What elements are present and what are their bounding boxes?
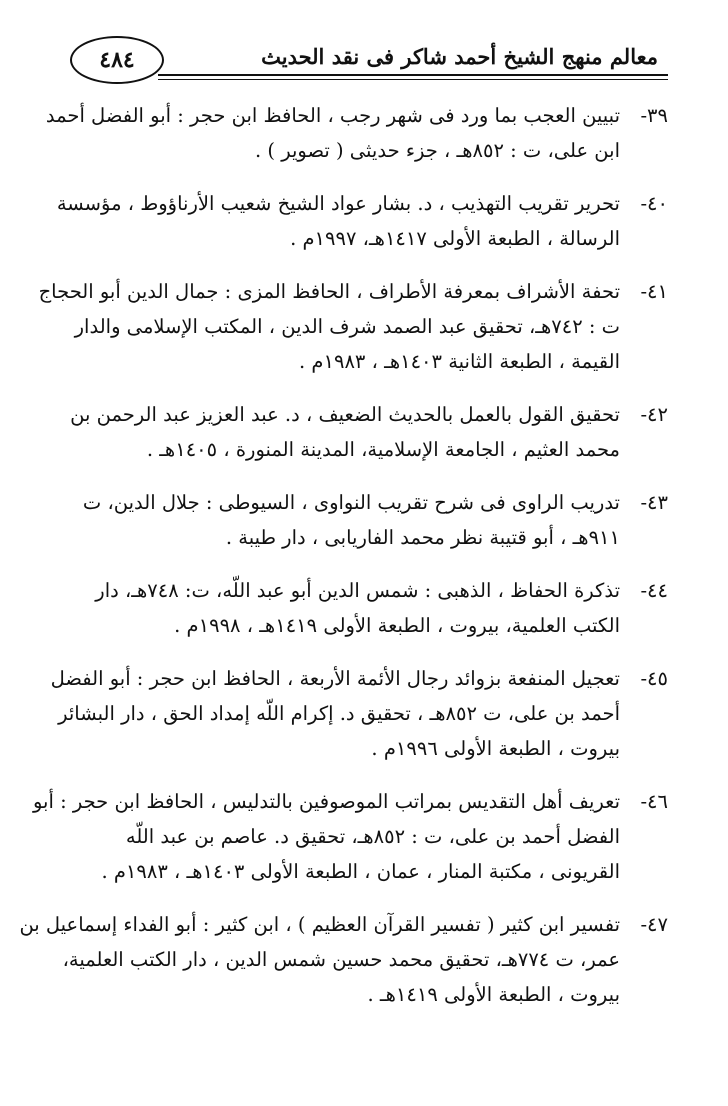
bibliography-entry xyxy=(62,573,668,643)
entry-line: تبيين العجب بما ورد فى شهر رجب ، الحافظ ابن حجر : أبو الفضل أحمد xyxy=(45,104,620,127)
entry-number: ٤١- xyxy=(640,280,668,303)
bibliography-entry xyxy=(19,907,668,1012)
entry-number: ٤٥- xyxy=(640,667,668,690)
header-rule xyxy=(158,74,668,76)
bibliography-entry xyxy=(32,784,668,889)
page-header xyxy=(62,34,668,90)
bibliography-entry xyxy=(45,98,668,168)
entry-number: ٤٠- xyxy=(640,192,668,215)
entry-number: ٤٤- xyxy=(640,579,668,602)
page-number-badge xyxy=(70,36,164,84)
page-number: ٤٨٤ xyxy=(99,47,135,73)
entry-number: ٤٧- xyxy=(640,913,668,936)
entry-line: ابن على، ت : ٨٥٢هـ ، جزء حديثى ( تصوير ) . xyxy=(254,139,620,162)
bibliography-entry xyxy=(56,186,668,256)
entry-number: ٤٢- xyxy=(640,403,668,426)
entry-line: بيروت ، الطبعة الأولى ١٩٩٦م . xyxy=(371,737,620,760)
entry-number: ٤٦- xyxy=(640,790,668,813)
entry-line: تدريب الراوى فى شرح تقريب النواوى ، السيوطى : جلال الدين، ت xyxy=(82,491,620,514)
entry-line: تذكرة الحفاظ ، الذهبى : شمس الدين أبو عبد اللّه، ت: ٧٤٨هـ، دار xyxy=(95,579,620,602)
entry-line: تعريف أهل التقديس بمراتب الموصوفين بالتدليس ، الحافظ ابن حجر : أبو xyxy=(32,790,620,813)
bibliography-entry xyxy=(50,661,668,766)
entry-line: محمد العثيم ، الجامعة الإسلامية، المدينة المنورة ، ١٤٠٥هـ . xyxy=(146,438,620,461)
entry-number: ٤٣- xyxy=(640,491,668,514)
entry-line: ٩١١هـ ، أبو قتيبة نظر محمد الفاريابى ، دار طيبة . xyxy=(225,526,620,549)
header-rule-thin xyxy=(158,79,668,80)
bibliography-entry xyxy=(38,274,668,379)
entry-line: تعجيل المنفعة بزوائد رجال الأئمة الأربعة ، الحافظ ابن حجر : أبو الفضل xyxy=(50,667,620,690)
entry-line: تفسير ابن كثير ( تفسير القرآن العظيم ) ، ابن كثير : أبو الفداء إسماعيل بن xyxy=(19,913,620,936)
entry-line: القريونى ، مكتبة المنار ، عمان ، الطبعة الأولى ١٤٠٣هـ ، ١٩٨٣م . xyxy=(101,860,620,883)
entry-line: عمر، ت ٧٧٤هـ، تحقيق محمد حسين شمس الدين ، دار الكتب العلمية، xyxy=(62,948,620,971)
entry-line: تحفة الأشراف بمعرفة الأطراف ، الحافظ المزى : جمال الدين أبو الحجاج xyxy=(38,280,620,303)
entry-line: الكتب العلمية، بيروت ، الطبعة الأولى ١٤١٩هـ ، ١٩٩٨م . xyxy=(174,614,620,637)
entry-line: أحمد بن على، ت ٨٥٢هـ ، تحقيق د. إكرام اللّه إمداد الحق ، دار البشائر xyxy=(58,702,620,725)
entry-line: الفضل أحمد بن على، ت : ٨٥٢هـ، تحقيق د. عاصم بن عبد اللّه xyxy=(125,825,620,848)
entry-number: ٣٩- xyxy=(640,104,668,127)
entry-line: القيمة ، الطبعة الثانية ١٤٠٣هـ ، ١٩٨٣م . xyxy=(299,350,620,373)
entry-line: ت : ٧٤٢هـ، تحقيق عبد الصمد شرف الدين ، المكتب الإسلامى والدار xyxy=(74,315,620,338)
entry-line: تحقيق القول بالعمل بالحديث الضعيف ، د. عبد العزيز عبد الرحمن بن xyxy=(70,403,620,426)
entry-line: تحرير تقريب التهذيب ، د. بشار عواد الشيخ شعيب الأرناؤوط ، مؤسسة xyxy=(56,192,620,215)
entry-line: بيروت ، الطبعة الأولى ١٤١٩هـ . xyxy=(367,983,620,1006)
entry-line: الرسالة ، الطبعة الأولى ١٤١٧هـ، ١٩٩٧م . xyxy=(290,227,620,250)
bibliography-list xyxy=(19,98,668,1030)
bibliography-entry xyxy=(62,397,668,467)
bibliography-entry xyxy=(62,485,668,555)
running-title: معالم منهج الشيخ أحمد شاكر فى نقد الحديث xyxy=(261,44,658,69)
